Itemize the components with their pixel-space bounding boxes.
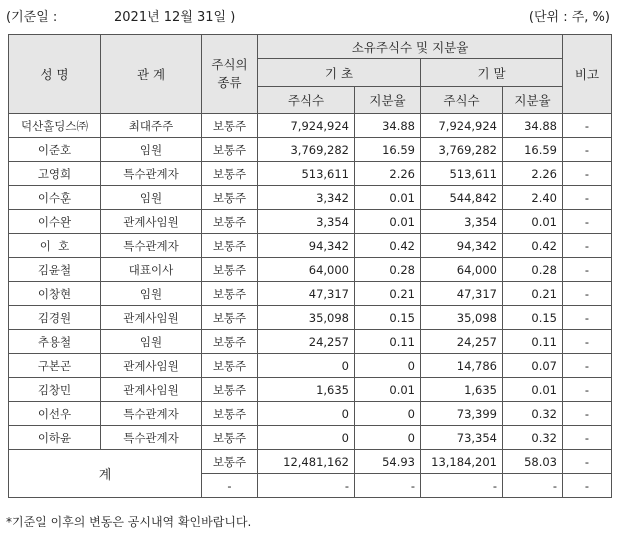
- table-row: [9, 378, 612, 402]
- header-stock-kind: 주식의 종류: [202, 35, 258, 114]
- cell-name: 이창현: [9, 282, 101, 306]
- cell-shares-end: 3,769,282: [421, 138, 503, 162]
- cell-ratio-end: 0.32: [503, 426, 563, 450]
- cell-note: -: [563, 138, 612, 162]
- shareholding-table: [8, 34, 612, 498]
- footnote: *기준일 이후의 변동은 공시내역 확인바랍니다.: [6, 515, 252, 529]
- header-name: 성 명: [9, 35, 101, 114]
- cell-kind: 보통주: [202, 258, 258, 282]
- cell-name: 이수훈: [9, 186, 101, 210]
- table-row: [9, 114, 612, 138]
- cell-shares-end: 14,786: [421, 354, 503, 378]
- header-shares-end: 주식수: [421, 87, 503, 114]
- cell-kind: 보통주: [202, 330, 258, 354]
- cell-name: 고영희: [9, 162, 101, 186]
- cell-shares-start: 3,769,282: [258, 138, 355, 162]
- table-row: [9, 354, 612, 378]
- table-row: [9, 138, 612, 162]
- cell-relation: 대표이사: [101, 258, 202, 282]
- header-end: 기 말: [421, 59, 563, 87]
- cell-ratio-end: 0.01: [503, 378, 563, 402]
- cell-ratio-start: 0.01: [355, 186, 421, 210]
- cell-relation: 최대주주: [101, 114, 202, 138]
- cell-relation: 특수관계자: [101, 402, 202, 426]
- cell-shares-end: 544,842: [421, 186, 503, 210]
- cell-ratio-start: 34.88: [355, 114, 421, 138]
- cell-relation: 특수관계자: [101, 162, 202, 186]
- cell-note: -: [563, 210, 612, 234]
- cell-kind: 보통주: [202, 282, 258, 306]
- table-row: [9, 282, 612, 306]
- cell-ratio-start: 54.93: [355, 450, 421, 474]
- cell-shares-start: 1,635: [258, 378, 355, 402]
- cell-shares-end: -: [421, 474, 503, 498]
- table-row: [9, 402, 612, 426]
- cell-ratio-end: 0.32: [503, 402, 563, 426]
- header-note: 비고: [563, 35, 612, 114]
- cell-kind: 보통주: [202, 114, 258, 138]
- cell-ratio-start: 2.26: [355, 162, 421, 186]
- cell-note: -: [563, 162, 612, 186]
- cell-relation: 임원: [101, 186, 202, 210]
- cell-shares-start: 64,000: [258, 258, 355, 282]
- cell-shares-start: 513,611: [258, 162, 355, 186]
- header-group: 소유주식수 및 지분율: [258, 35, 563, 59]
- cell-ratio-end: 34.88: [503, 114, 563, 138]
- cell-kind: 보통주: [202, 402, 258, 426]
- header-line: [6, 6, 610, 26]
- cell-shares-start: 24,257: [258, 330, 355, 354]
- cell-shares-start: 12,481,162: [258, 450, 355, 474]
- header-shares-start: 주식수: [258, 87, 355, 114]
- cell-kind: 보통주: [202, 186, 258, 210]
- cell-note: -: [563, 282, 612, 306]
- cell-ratio-end: 0.11: [503, 330, 563, 354]
- header-ratio-end: 지분율: [503, 87, 563, 114]
- unit-label: (단위 : 주, %): [528, 10, 610, 25]
- cell-ratio-start: 0.11: [355, 330, 421, 354]
- cell-ratio-end: 0.15: [503, 306, 563, 330]
- cell-shares-end: 13,184,201: [421, 450, 503, 474]
- cell-ratio-end: 16.59: [503, 138, 563, 162]
- cell-shares-end: 73,399: [421, 402, 503, 426]
- base-date-value: 2021년 12월 31일 ): [114, 10, 236, 25]
- cell-relation: 관계사임원: [101, 378, 202, 402]
- cell-name: 덕산홀딩스㈜: [9, 114, 101, 138]
- cell-name: 김창민: [9, 378, 101, 402]
- cell-ratio-start: 0.42: [355, 234, 421, 258]
- cell-kind: 보통주: [202, 450, 258, 474]
- cell-note: -: [563, 114, 612, 138]
- cell-name: 이선우: [9, 402, 101, 426]
- cell-name: 김윤철: [9, 258, 101, 282]
- cell-kind: 보통주: [202, 426, 258, 450]
- total-label: 계: [9, 450, 202, 498]
- table-row: [9, 234, 612, 258]
- cell-name: 이수완: [9, 210, 101, 234]
- cell-relation: 임원: [101, 138, 202, 162]
- cell-name: 이하윤: [9, 426, 101, 450]
- cell-shares-start: 3,342: [258, 186, 355, 210]
- cell-kind: 보통주: [202, 210, 258, 234]
- cell-kind: 보통주: [202, 354, 258, 378]
- cell-ratio-start: 0: [355, 402, 421, 426]
- table-row: [9, 162, 612, 186]
- cell-kind: 보통주: [202, 378, 258, 402]
- table-row: [9, 210, 612, 234]
- cell-relation: 관계사임원: [101, 306, 202, 330]
- cell-relation: 관계사임원: [101, 354, 202, 378]
- cell-shares-end: 47,317: [421, 282, 503, 306]
- cell-ratio-end: 2.40: [503, 186, 563, 210]
- cell-shares-start: 94,342: [258, 234, 355, 258]
- cell-shares-end: 64,000: [421, 258, 503, 282]
- cell-shares-start: 0: [258, 402, 355, 426]
- cell-shares-start: 7,924,924: [258, 114, 355, 138]
- cell-ratio-end: 0.28: [503, 258, 563, 282]
- cell-ratio-start: 0.28: [355, 258, 421, 282]
- cell-ratio-end: -: [503, 474, 563, 498]
- cell-relation: 특수관계자: [101, 234, 202, 258]
- cell-kind: 보통주: [202, 138, 258, 162]
- cell-name: 이 호: [9, 234, 101, 258]
- cell-ratio-start: -: [355, 474, 421, 498]
- cell-relation: 임원: [101, 330, 202, 354]
- cell-name: 추용철: [9, 330, 101, 354]
- cell-note: -: [563, 258, 612, 282]
- cell-note: -: [563, 186, 612, 210]
- cell-ratio-start: 0.01: [355, 210, 421, 234]
- cell-kind: 보통주: [202, 162, 258, 186]
- cell-name: 구본곤: [9, 354, 101, 378]
- header-start: 기 초: [258, 59, 421, 87]
- cell-ratio-end: 2.26: [503, 162, 563, 186]
- cell-kind: 보통주: [202, 306, 258, 330]
- cell-ratio-end: 0.07: [503, 354, 563, 378]
- cell-shares-end: 1,635: [421, 378, 503, 402]
- cell-shares-end: 24,257: [421, 330, 503, 354]
- cell-ratio-end: 0.21: [503, 282, 563, 306]
- cell-shares-end: 3,354: [421, 210, 503, 234]
- cell-shares-start: -: [258, 474, 355, 498]
- cell-note: -: [563, 474, 612, 498]
- cell-ratio-start: 0: [355, 426, 421, 450]
- cell-shares-start: 0: [258, 354, 355, 378]
- table-row: [9, 186, 612, 210]
- cell-note: -: [563, 402, 612, 426]
- cell-ratio-start: 0.15: [355, 306, 421, 330]
- cell-shares-end: 513,611: [421, 162, 503, 186]
- cell-note: -: [563, 450, 612, 474]
- cell-ratio-end: 58.03: [503, 450, 563, 474]
- cell-relation: 임원: [101, 282, 202, 306]
- cell-note: -: [563, 330, 612, 354]
- table-row: [9, 258, 612, 282]
- table-row: [9, 330, 612, 354]
- table-row: [9, 306, 612, 330]
- cell-note: -: [563, 234, 612, 258]
- cell-ratio-end: 0.01: [503, 210, 563, 234]
- total-row: [9, 450, 612, 474]
- cell-ratio-start: 0.21: [355, 282, 421, 306]
- cell-shares-end: 35,098: [421, 306, 503, 330]
- cell-ratio-start: 0.01: [355, 378, 421, 402]
- header-relation: 관 계: [101, 35, 202, 114]
- cell-ratio-start: 16.59: [355, 138, 421, 162]
- cell-shares-end: 7,924,924: [421, 114, 503, 138]
- cell-shares-start: 0: [258, 426, 355, 450]
- cell-shares-end: 73,354: [421, 426, 503, 450]
- header-ratio-start: 지분율: [355, 87, 421, 114]
- cell-shares-start: 3,354: [258, 210, 355, 234]
- cell-shares-start: 35,098: [258, 306, 355, 330]
- cell-note: -: [563, 354, 612, 378]
- cell-note: -: [563, 306, 612, 330]
- cell-kind: -: [202, 474, 258, 498]
- cell-note: -: [563, 378, 612, 402]
- cell-relation: 특수관계자: [101, 426, 202, 450]
- cell-shares-end: 94,342: [421, 234, 503, 258]
- cell-ratio-end: 0.42: [503, 234, 563, 258]
- cell-shares-start: 47,317: [258, 282, 355, 306]
- cell-kind: 보통주: [202, 234, 258, 258]
- base-date-label: (기준일 :: [6, 10, 58, 25]
- cell-name: 이준호: [9, 138, 101, 162]
- cell-relation: 관계사임원: [101, 210, 202, 234]
- cell-note: -: [563, 426, 612, 450]
- cell-ratio-start: 0: [355, 354, 421, 378]
- cell-name: 김경원: [9, 306, 101, 330]
- table-row: [9, 426, 612, 450]
